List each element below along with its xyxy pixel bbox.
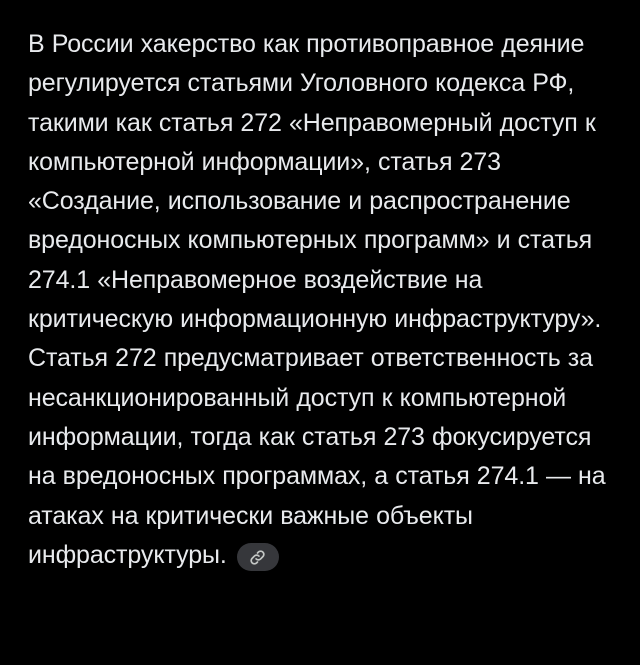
answer-paragraph <box>28 25 618 575</box>
link-icon <box>249 549 266 566</box>
answer-text: В России хакерство как противоправное деяние регулируется статьями Уголовного кодекса РФ, такими как статья 272 «Неправомерный доступ к компьютерной информации», статья 273 «Создание, использование и распространение вредоносных компьютерных программ» и статья 274.1 «Неправомерное воздействие на критическую информационную инфраструктуру». Статья 272 предусматривает ответственность за несанкционированный доступ к компьютерной информации, тогда как статья 273 фокусируется на вредоносных программах, а статья 274.1 — на атаках на критически важные объекты инфраструктуры. <box>28 30 606 569</box>
source-link-chip[interactable] <box>237 543 279 571</box>
